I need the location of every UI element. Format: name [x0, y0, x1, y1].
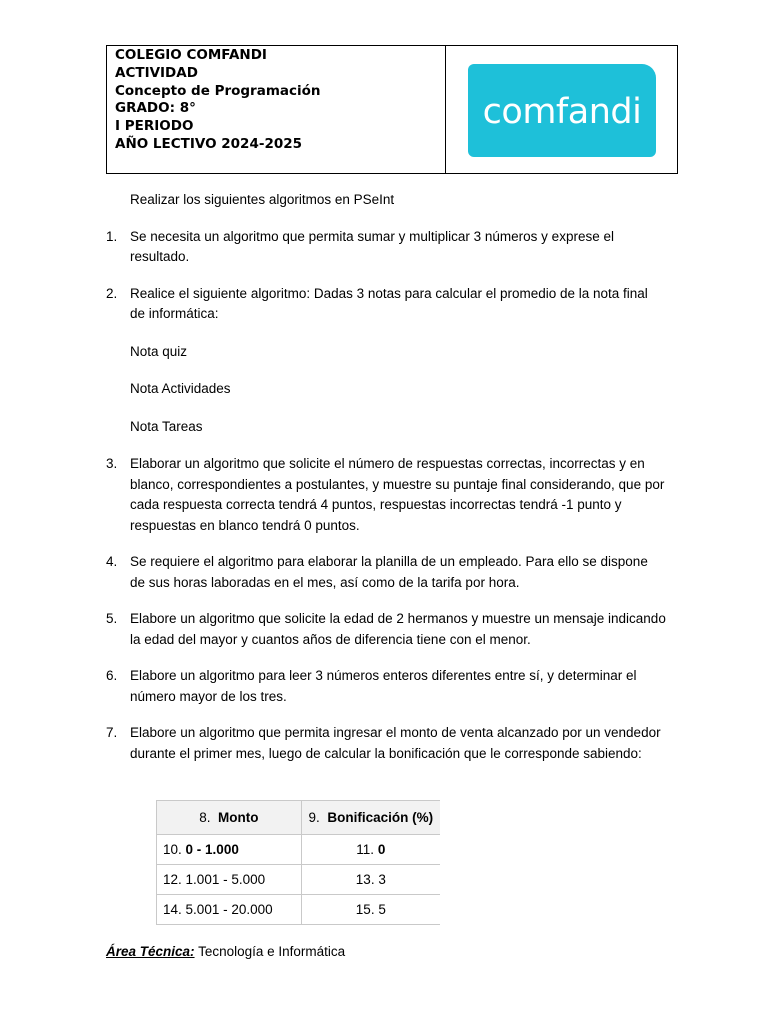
- table-cell: [301, 835, 440, 865]
- list-item: [106, 723, 666, 764]
- cell-value: 1.001 - 5.000: [185, 872, 266, 887]
- cell-number: 10.: [163, 842, 182, 857]
- table-row: [157, 895, 441, 925]
- item-text: Elabore un algoritmo para leer 3 números enteros diferentes entre sí, y determinar el número mayor de los tres.: [130, 668, 637, 704]
- header-cell-monto: [157, 801, 302, 835]
- item-number: 5.: [106, 611, 118, 626]
- item-text: Elabore un algoritmo que solicite la edad de 2 hermanos y muestre un mensaje indicando la edad del mayor y cuantos años de diferencia tiene con el menor.: [130, 611, 666, 647]
- item-text: Elabore un algoritmo que permita ingresar el monto de venta alcanzado por un vendedor durante el primer mes, luego de calcular la bonificación que le corresponde sabiendo:: [130, 725, 661, 761]
- comfandi-logo: [468, 64, 656, 157]
- cell-value: 0 - 1.000: [185, 842, 239, 857]
- bonus-table: [156, 800, 440, 925]
- cell-number: 14.: [163, 902, 182, 917]
- activity-label: ACTIVIDAD: [115, 64, 198, 81]
- item-number: 3.: [106, 456, 118, 471]
- list-item: [106, 666, 666, 707]
- footer: [106, 942, 345, 962]
- item-text: Realice el siguiente algoritmo: Dadas 3 notas para calcular el promedio de la nota final de informática:: [130, 285, 648, 321]
- cell-number: 8.: [199, 810, 211, 825]
- school-name: COLEGIO COMFANDI: [115, 47, 267, 63]
- item-text: Se requiere el algoritmo para elaborar la planilla de un empleado. Para ello se dispone de sus horas laboradas en el mes, así como de la tarifa por hora.: [130, 554, 648, 590]
- header-cell-bonificacion: [301, 801, 440, 835]
- area-value: Tecnología e Informática: [198, 944, 346, 959]
- cell-number: 15.: [355, 902, 375, 917]
- cell-value: 0: [377, 842, 386, 857]
- table-cell: [157, 895, 302, 925]
- cell-value: 5.001 - 20.000: [185, 902, 273, 917]
- cell-value: 3: [378, 872, 386, 887]
- intro-text: Realizar los siguientes algoritmos en PSeInt: [130, 192, 395, 207]
- item-number: 1.: [106, 228, 118, 244]
- cell-number: 9.: [308, 810, 320, 825]
- item-text: Se necesita un algoritmo que permita sumar y multiplicar 3 números y exprese el resultado.: [130, 228, 614, 264]
- logo-text: comfandi: [482, 91, 642, 132]
- header-info: [107, 46, 446, 173]
- activity-content: [106, 190, 666, 780]
- cell-value: 5: [378, 902, 386, 917]
- item-text: Elaborar un algoritmo que solicite el número de respuestas correctas, incorrectas y en blanco, correspondientes a postulantes, y muestre su puntaje final considerando, que por cada respuesta correcta tendrá 4 puntos, respuestas incorrectas tendrá -1 punto y respuestas en blanco tendrá 0 puntos.: [130, 456, 665, 533]
- nota-item: Nota Tareas: [130, 418, 203, 434]
- list-item: [106, 227, 666, 268]
- table-row: [157, 835, 441, 865]
- list-item: [106, 284, 666, 325]
- list-item: [106, 609, 666, 650]
- table-row: [157, 865, 441, 895]
- item-number: 4.: [106, 554, 118, 569]
- item-number: 2.: [106, 285, 118, 301]
- grade-label: GRADO: 8°: [115, 100, 196, 117]
- list-item: [106, 552, 666, 593]
- table-header-row: [157, 801, 441, 835]
- item-number: 6.: [106, 668, 118, 683]
- list-item: [106, 454, 666, 536]
- table-cell: [301, 895, 440, 925]
- item-number: 7.: [106, 725, 118, 740]
- period-label: I PERIODO: [115, 118, 194, 135]
- cell-number: 11.: [356, 842, 375, 857]
- column-header: Bonificación (%): [327, 810, 434, 825]
- cell-number: 12.: [163, 872, 182, 887]
- table-cell: [301, 865, 440, 895]
- table-cell: [157, 835, 302, 865]
- school-year-label: AÑO LECTIVO 2024-2025: [115, 135, 303, 152]
- header-table: [106, 45, 678, 174]
- logo-cell: [446, 46, 677, 173]
- nota-item: Nota Actividades: [130, 381, 231, 396]
- topic-title: Concepto de Programación: [115, 82, 321, 99]
- nota-item: Nota quiz: [130, 343, 188, 359]
- column-header: Monto: [217, 810, 259, 825]
- table-cell: [157, 865, 302, 895]
- area-label: Área Técnica:: [106, 944, 195, 959]
- cell-number: 13.: [355, 872, 375, 887]
